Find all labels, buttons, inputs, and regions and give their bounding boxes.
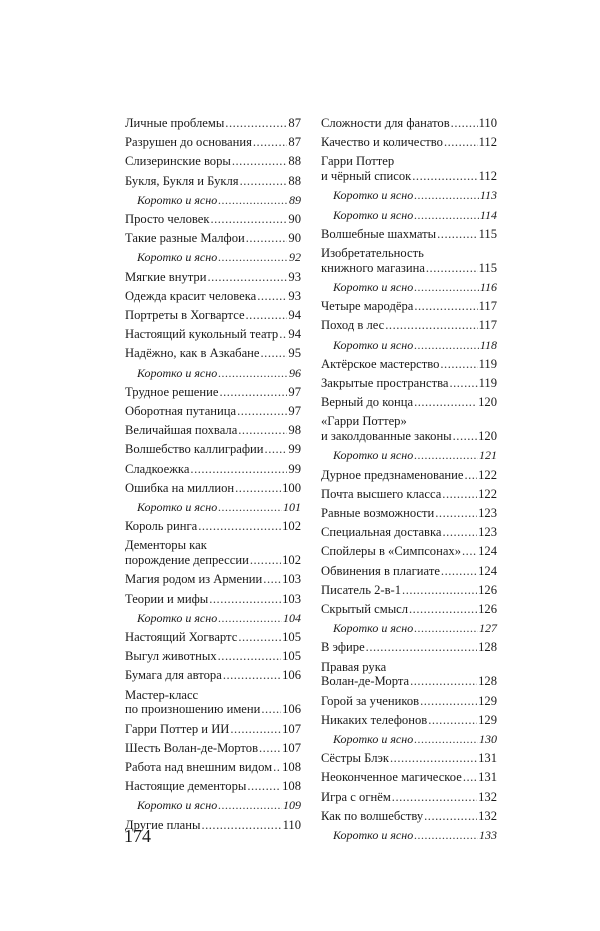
- dot-leader: [414, 393, 477, 412]
- toc-page-number: 131: [478, 770, 497, 785]
- dot-leader: [218, 364, 288, 383]
- toc-entry: [321, 523, 497, 542]
- dot-leader: [207, 268, 287, 287]
- toc-entry: [125, 383, 301, 402]
- toc-entry-title: Коротко и ясно: [333, 188, 414, 203]
- toc-page-number: 118: [479, 337, 497, 352]
- toc-page-number: 110: [478, 116, 497, 130]
- toc-page-number: 133: [479, 828, 497, 843]
- toc-subentry: [321, 336, 497, 355]
- dot-leader: [230, 720, 281, 739]
- toc-page-number: 93: [288, 288, 301, 303]
- toc-entry-title: Настоящий Хогвартс: [125, 630, 238, 645]
- dot-leader: [441, 562, 477, 581]
- toc-page-number: 103: [282, 572, 301, 587]
- toc-entry-title: Шесть Волан-де-Мортов: [125, 740, 259, 755]
- dot-leader: [218, 609, 282, 628]
- toc-entry-title: Личные проблемы: [125, 116, 225, 130]
- toc-entry-title: Настоящий кукольный театр: [125, 327, 279, 342]
- toc-page-number: 94: [288, 327, 301, 342]
- dot-leader: [218, 796, 282, 815]
- toc-entry-title: Коротко и ясно: [333, 207, 414, 222]
- toc-page-number: 93: [288, 269, 301, 284]
- toc-subentry: [321, 186, 497, 205]
- dot-leader: [414, 619, 478, 638]
- toc-entry-title: Сладкоежка: [125, 461, 190, 476]
- toc-page-number: 90: [288, 212, 301, 227]
- toc-entry-title: Неоконченное магическое: [321, 770, 462, 785]
- toc-page-number: 129: [478, 693, 497, 708]
- toc-entry-title: Коротко и ясно: [137, 250, 218, 265]
- toc-entry: [125, 287, 301, 306]
- toc-entry: [321, 316, 497, 335]
- toc-entry-title: Коротко и ясно: [137, 798, 218, 813]
- toc-entry-title: Слизеринские воры: [125, 154, 231, 169]
- toc-entry-title: Коротко и ясно: [333, 448, 414, 463]
- toc-page-number: 131: [478, 751, 497, 766]
- toc-entry: [125, 306, 301, 325]
- toc-page-number: 114: [479, 207, 497, 222]
- toc-entry: [321, 393, 497, 412]
- dot-leader: [453, 429, 477, 444]
- toc-subentry: [321, 278, 497, 297]
- dot-leader: [426, 261, 478, 276]
- toc-entry: [321, 638, 497, 657]
- toc-entry-title: Разрушен до основания: [125, 135, 252, 150]
- dot-leader: [218, 647, 281, 666]
- dot-leader: [219, 383, 287, 402]
- toc-entry-title: Обвинения в плагиате: [321, 563, 440, 578]
- toc-entry-title-continued: книжного магазина: [321, 260, 425, 275]
- dot-leader: [414, 206, 479, 225]
- toc-entry: [321, 412, 497, 446]
- toc-entry: [125, 666, 301, 685]
- toc-entry: [125, 536, 301, 570]
- toc-page-number: 88: [288, 154, 301, 169]
- dot-leader: [409, 600, 477, 619]
- toc-entry: [321, 504, 497, 523]
- toc-entry-title: Горой за учеников: [321, 693, 420, 708]
- toc-page-number: 112: [478, 169, 497, 184]
- dot-leader: [250, 553, 281, 568]
- toc-entry: [125, 517, 301, 536]
- toc-page-number: 108: [282, 760, 301, 775]
- dot-leader: [385, 316, 477, 335]
- toc-page-number: 126: [478, 602, 497, 617]
- dot-leader: [265, 440, 288, 459]
- toc-page-number: 112: [478, 135, 497, 150]
- dot-leader: [261, 702, 281, 717]
- toc-page-number: 97: [288, 384, 301, 399]
- dot-leader: [449, 374, 477, 393]
- dot-leader: [240, 172, 288, 191]
- dot-leader: [209, 590, 281, 609]
- dot-leader: [232, 152, 288, 171]
- toc-entry: [125, 686, 301, 720]
- toc-page-number: 98: [288, 423, 301, 438]
- toc-entry-title: Настоящие дементоры: [125, 779, 247, 794]
- dot-leader: [437, 225, 477, 244]
- toc-entry: [125, 570, 301, 589]
- toc-entry-title: Сложности для фанатов: [321, 116, 450, 130]
- toc-page-number: 116: [479, 279, 497, 294]
- toc-page-number: 106: [282, 702, 301, 717]
- toc-entry: [125, 440, 301, 459]
- toc-column-right: [321, 114, 497, 845]
- page-number: 174: [124, 826, 151, 846]
- dot-leader: [402, 581, 477, 600]
- toc-page-number: 87: [288, 135, 301, 150]
- toc-entry-title: Верный до конца: [321, 395, 414, 410]
- dot-leader: [414, 186, 479, 205]
- toc-entry-title: Трудное решение: [125, 384, 219, 399]
- toc-entry-title: Коротко и ясно: [137, 610, 218, 625]
- toc-entry-title: Равные возможности: [321, 506, 435, 520]
- toc-page-number: 115: [478, 260, 497, 275]
- toc-subentry: [125, 609, 301, 628]
- toc-entry-title: Четыре мародёра: [321, 299, 414, 314]
- toc-entry: [125, 628, 301, 647]
- toc-entry-title: Магия родом из Армении: [125, 572, 263, 587]
- dot-leader: [443, 523, 478, 542]
- toc-page-number: 120: [478, 395, 497, 410]
- toc-entry: [125, 816, 301, 835]
- toc-page-number: 89: [289, 192, 301, 207]
- dot-leader: [218, 191, 288, 210]
- toc-page-number: 106: [282, 668, 301, 683]
- toc-entry: [125, 268, 301, 287]
- toc-entry: [125, 152, 301, 171]
- toc-page-number: 87: [288, 116, 301, 130]
- dot-leader: [261, 344, 288, 363]
- toc-page-number: 99: [288, 442, 301, 457]
- dot-leader: [414, 826, 478, 845]
- toc-entry: [125, 460, 301, 479]
- dot-leader: [464, 466, 477, 485]
- dot-leader: [451, 114, 478, 133]
- toc-entry-title: Теории и мифы: [125, 591, 209, 606]
- toc-entry-title: Коротко и ясно: [333, 279, 414, 294]
- toc-entry: [125, 325, 301, 344]
- toc-page-number: 94: [288, 308, 301, 323]
- toc-entry: [321, 114, 497, 133]
- toc-entry: [125, 590, 301, 609]
- dot-leader: [414, 278, 479, 297]
- dot-leader: [201, 816, 281, 835]
- toc-page-number: 115: [478, 226, 497, 241]
- toc-entry-title-continued: порождение депрессии: [125, 553, 249, 568]
- toc-entry-title: Коротко и ясно: [333, 621, 414, 636]
- toc-entry: [321, 658, 497, 692]
- toc-entry-title: Изобретательность: [321, 246, 424, 260]
- toc-entry-title: Актёрское мастерство: [321, 356, 440, 371]
- toc-page-number: 121: [479, 448, 497, 463]
- dot-leader: [257, 287, 287, 306]
- toc-entry-title: Скрытый смысл: [321, 602, 409, 617]
- toc-entry-title: Одежда красит человека: [125, 288, 257, 303]
- toc-entry-title-continued: и заколдованные законы: [321, 429, 452, 444]
- toc-entry-title: Мастер-класс: [125, 687, 199, 702]
- toc-entry-title: Оборотная путаница: [125, 404, 237, 419]
- dot-leader: [462, 542, 477, 561]
- toc-entry-title: Почта высшего класса: [321, 486, 442, 501]
- toc-page-number: 107: [282, 721, 301, 736]
- toc-entry: [321, 711, 497, 730]
- toc-page-number: 119: [478, 356, 497, 371]
- dot-leader: [218, 248, 288, 267]
- dot-leader: [390, 749, 477, 768]
- toc-entry-title: Как по волшебству: [321, 808, 424, 823]
- toc-entry: [321, 133, 497, 152]
- toc-entry: [321, 297, 497, 316]
- toc-page-number: 97: [288, 404, 301, 419]
- toc-entry-title: «Гарри Поттер»: [321, 414, 407, 429]
- toc-page-number: 95: [288, 346, 301, 361]
- toc-entry-title: Величайшая похвала: [125, 423, 238, 438]
- toc-entry: [125, 777, 301, 796]
- dot-leader: [223, 666, 281, 685]
- toc-entry-title: Коротко и ясно: [333, 828, 414, 843]
- toc-page-number: 109: [283, 798, 301, 813]
- toc-entry-title-continued: по произношению имени: [125, 702, 261, 717]
- toc-page-number: 105: [282, 649, 301, 664]
- toc-page-number: 100: [282, 480, 301, 495]
- toc-entry: [125, 114, 301, 133]
- dot-leader: [246, 229, 288, 248]
- dot-leader: [238, 421, 287, 440]
- toc-subentry: [321, 826, 497, 845]
- toc-entry-title: Портреты в Хогвартсе: [125, 308, 245, 323]
- dot-leader: [440, 355, 477, 374]
- dot-leader: [414, 730, 478, 749]
- toc-entry-title: Правая рука: [321, 659, 387, 674]
- toc-entry: [321, 788, 497, 807]
- toc-page-number: 88: [288, 173, 301, 188]
- toc-page-number: 128: [478, 674, 497, 689]
- toc-entry-title: Дементоры как: [125, 538, 207, 553]
- toc-entry-title: Волшебные шахматы: [321, 226, 437, 241]
- toc-entry-title: Ошибка на миллион: [125, 480, 235, 495]
- toc-subentry: [321, 730, 497, 749]
- dot-leader: [444, 133, 478, 152]
- toc-page-number: 124: [478, 563, 497, 578]
- toc-entry-title: В эфире: [321, 640, 365, 655]
- toc-entry-title: Мягкие внутри: [125, 269, 207, 284]
- dot-leader: [442, 485, 477, 504]
- dot-leader: [190, 460, 287, 479]
- dot-leader: [424, 807, 477, 826]
- toc-entry-title: Поход в лес: [321, 318, 385, 333]
- dot-leader: [410, 674, 477, 689]
- toc-entry-title: Коротко и ясно: [137, 192, 218, 207]
- toc-entry-title: Бумага для автора: [125, 668, 222, 683]
- dot-leader: [414, 336, 479, 355]
- toc-entry: [321, 542, 497, 561]
- toc-entry-title: Писатель 2-в-1: [321, 582, 402, 597]
- toc-entry: [321, 374, 497, 393]
- toc-entry-title: Дурное предзнаменование: [321, 467, 464, 482]
- toc-entry: [125, 133, 301, 152]
- dot-leader: [463, 768, 477, 787]
- toc-subentry: [125, 498, 301, 517]
- toc-page-number: 92: [289, 250, 301, 265]
- toc-subentry: [125, 364, 301, 383]
- toc-page-number: 128: [478, 640, 497, 655]
- toc-page-number: 102: [282, 519, 301, 534]
- dot-leader: [279, 325, 287, 344]
- toc-page-number: 123: [478, 506, 497, 520]
- toc-entry-title: Специальная доставка: [321, 525, 442, 540]
- dot-leader: [218, 498, 282, 517]
- dot-leader: [420, 692, 477, 711]
- toc-page-number: 101: [283, 500, 301, 515]
- toc-entry-title: Просто человек: [125, 212, 210, 227]
- toc-entry-title: Сёстры Блэк: [321, 751, 390, 766]
- toc-page-number: 107: [282, 740, 301, 755]
- toc-entry: [321, 225, 497, 244]
- dot-leader: [247, 777, 281, 796]
- dot-leader: [392, 788, 477, 807]
- toc-entry: [321, 768, 497, 787]
- toc-page-number: 130: [479, 732, 497, 747]
- toc-entry: [321, 692, 497, 711]
- dot-leader: [237, 402, 287, 421]
- dot-leader: [198, 517, 281, 536]
- toc-page-number: 110: [282, 817, 301, 832]
- dot-leader: [435, 504, 477, 523]
- toc-entry: [321, 152, 497, 186]
- toc-entry-title: Коротко и ясно: [137, 500, 218, 515]
- toc-page-number: 102: [282, 553, 301, 568]
- toc-entry-title: Коротко и ясно: [137, 365, 218, 380]
- toc-page-number: 123: [478, 525, 497, 540]
- toc-entry-title: Закрытые пространства: [321, 376, 449, 390]
- toc-page-number: 113: [479, 188, 497, 203]
- toc-entry: [125, 758, 301, 777]
- toc-page-number: 126: [478, 582, 497, 597]
- toc-page-number: 120: [478, 429, 497, 444]
- toc-entry-title: Игра с огнём: [321, 789, 391, 804]
- toc-entry: [125, 479, 301, 498]
- toc-page-number: 122: [478, 486, 497, 501]
- toc-entry: [125, 720, 301, 739]
- toc-page-number: 108: [282, 779, 301, 794]
- toc-entry: [321, 562, 497, 581]
- toc-entry: [321, 355, 497, 374]
- dot-leader: [210, 210, 287, 229]
- toc-entry-title: Букля, Букля и Букля: [125, 173, 239, 188]
- toc-entry: [321, 244, 497, 278]
- toc-page-number: 132: [478, 808, 497, 823]
- toc-entry-title: Коротко и ясно: [333, 337, 414, 352]
- toc-entry: [125, 229, 301, 248]
- toc-entry-title-continued: и чёрный список: [321, 169, 412, 184]
- dot-leader: [246, 306, 288, 325]
- toc-page-number: 132: [478, 789, 497, 804]
- toc-entry: [321, 600, 497, 619]
- dot-leader: [225, 114, 287, 133]
- toc-page-number: 119: [478, 376, 497, 390]
- dot-leader: [259, 739, 281, 758]
- toc-subentry: [321, 619, 497, 638]
- dot-leader: [366, 638, 477, 657]
- dot-leader: [253, 133, 288, 152]
- dot-leader: [238, 628, 281, 647]
- toc-entry: [321, 581, 497, 600]
- toc-entry-title: Работа над внешним видом: [125, 760, 273, 775]
- toc-entry: [125, 402, 301, 421]
- toc-entry: [125, 210, 301, 229]
- dot-leader: [428, 711, 477, 730]
- toc-entry-title: Коротко и ясно: [333, 732, 414, 747]
- toc-entry: [321, 749, 497, 768]
- toc-entry: [125, 739, 301, 758]
- toc-entry: [321, 466, 497, 485]
- dot-leader: [263, 570, 281, 589]
- toc-page-number: 127: [479, 621, 497, 636]
- toc-entry: [125, 647, 301, 666]
- toc-page-number: 117: [478, 299, 497, 314]
- toc-subentry: [125, 191, 301, 210]
- toc-page-number: 129: [478, 712, 497, 727]
- toc-entry-title: Надёжно, как в Азкабане: [125, 346, 260, 361]
- toc-page-number: 104: [283, 610, 301, 625]
- toc-entry-title: Выгул животных: [125, 649, 217, 664]
- dot-leader: [414, 446, 478, 465]
- toc-page-number: 103: [282, 591, 301, 606]
- toc-entry: [321, 485, 497, 504]
- toc-entry-title: Гарри Поттер: [321, 154, 395, 169]
- toc-entry-title-continued: Волан-де-Морта: [321, 674, 410, 689]
- toc-page-number: 90: [288, 231, 301, 246]
- toc-subentry: [125, 248, 301, 267]
- toc-entry: [125, 172, 301, 191]
- toc-column-left: [125, 114, 301, 835]
- toc-entry-title: Король ринга: [125, 519, 198, 534]
- toc-entry: [321, 807, 497, 826]
- dot-leader: [273, 758, 281, 777]
- toc-entry-title: Никаких телефонов: [321, 712, 428, 727]
- toc-entry-title: Другие планы: [125, 817, 201, 832]
- dot-leader: [412, 169, 477, 184]
- toc-entry-title: Волшебство каллиграфии: [125, 442, 264, 457]
- toc-entry: [125, 421, 301, 440]
- toc-page-number: 99: [288, 461, 301, 476]
- toc-entry-title: Качество и количество: [321, 135, 443, 150]
- toc-entry-title: Гарри Поттер и ИИ: [125, 721, 230, 736]
- toc-page-number: 96: [289, 365, 301, 380]
- toc-entry: [125, 344, 301, 363]
- toc-page-number: 105: [282, 630, 301, 645]
- toc-subentry: [321, 206, 497, 225]
- toc-subentry: [125, 796, 301, 815]
- toc-page-number: 117: [478, 318, 497, 333]
- toc-page-number: 124: [478, 544, 497, 559]
- dot-leader: [414, 297, 477, 316]
- toc-subentry: [321, 446, 497, 465]
- dot-leader: [235, 479, 281, 498]
- toc-page-number: 122: [478, 467, 497, 482]
- toc-entry-title: Такие разные Малфои: [125, 231, 245, 246]
- toc-entry-title: Спойлеры в «Симпсонах»: [321, 544, 462, 559]
